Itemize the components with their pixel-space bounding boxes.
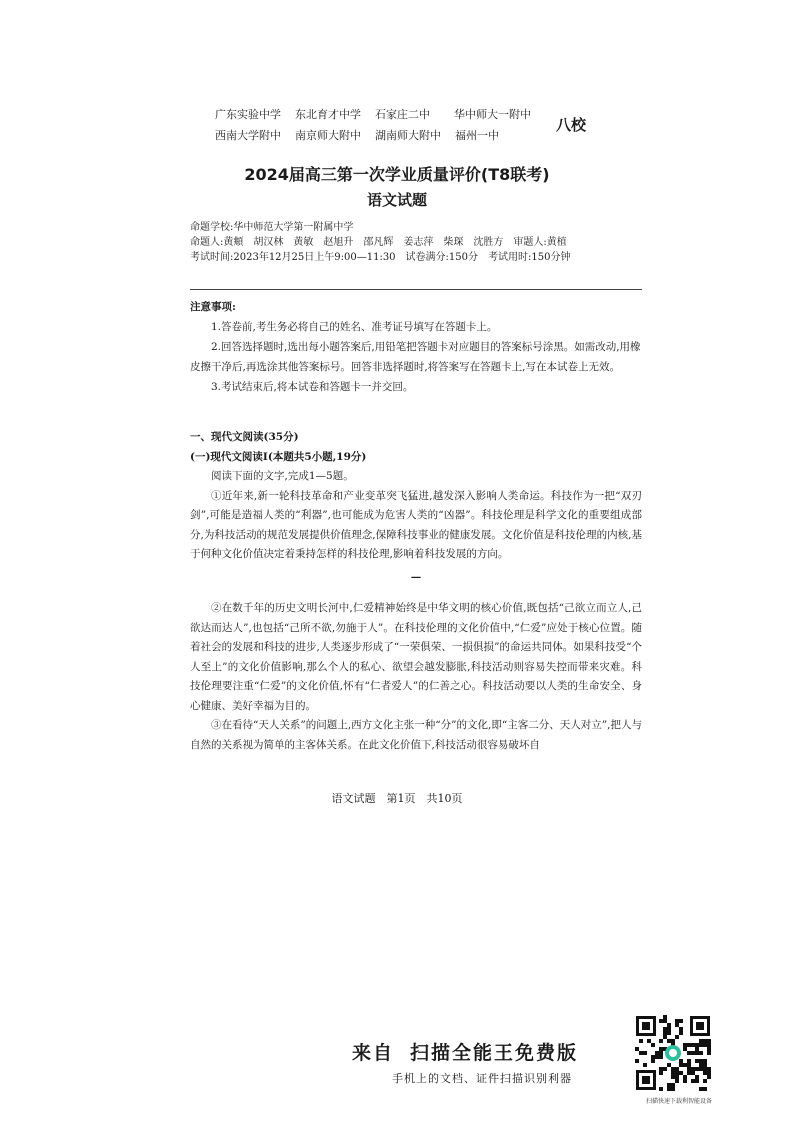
exam-subtitle: 语文试题 [366,191,427,209]
qr-module [679,1071,683,1075]
qr-module [643,1051,647,1055]
section-heading: 一、现代文阅读(35分) [190,431,299,443]
qr-module [687,1067,691,1071]
qr-module [667,1027,671,1031]
qr-module [691,1071,695,1075]
qr-module [655,1051,659,1055]
qr-module [687,1043,691,1047]
qr-module [699,1039,703,1043]
watermark-tagline: 手机上的文档、证件扫描识别利器 [392,1072,572,1085]
qr-module [699,1087,703,1091]
school-name: 华中师大一附中 [454,108,531,121]
qr-module [659,1087,663,1091]
notice-item: 3.考试结束后,将本试卷和答题卡一并交回。 [211,381,414,393]
qr-module [703,1063,707,1067]
qr-module [683,1079,687,1083]
qr-module [647,1039,651,1043]
watermark-app: 扫描全能王免费版 [410,1042,579,1064]
school-name: 湖南师大附中 [375,129,441,142]
qr-module [703,1079,707,1083]
qr-module [675,1023,679,1027]
school-name: 南京师大附中 [295,129,361,142]
qr-module [683,1063,687,1067]
qr-module [707,1047,711,1051]
qr-module [679,1027,683,1031]
qr-module [671,1087,675,1091]
school-name: 广东实验中学 [215,108,281,121]
notice-item: 2.回答选择题时,选出每小题答案后,用铅笔把答题卡对应题目的答案标号涂黑。如需改动,用橡皮擦干净后,再选涂其他答案标号。回答非选择题时,将答案写在答题卡上,写在本试卷上无效。 [190,341,641,373]
qr-module [667,1083,671,1087]
section-subheading: (一)现代文阅读Ⅰ(本题共5小题,19分) [190,450,367,463]
qr-module [691,1079,695,1083]
qr-module [707,1051,711,1055]
school-row-1 [215,104,555,125]
qr-module [707,1043,711,1047]
qr-module [687,1059,691,1063]
paragraph-2: ②在数千年的历史文明长河中,仁爱精神始终是中华文明的核心价值,既包括“己欲立而立人,己欲达而达人”,也包括“己所不欲,勿施于人”。在科技伦理的文化价值中,“仁爱”应处于核心位置。随着社会的发展和科技的进步,人类逐步形成了“一荣俱荣、一损俱损”的命运共同体。如果科技受“个人至上”的文化价值影响,那么个人的私心、欲望会越发膨胀,科技活动则容易失控而带来灾难。科技伦理要注重“仁爱”的文化价值,怀有“仁者爱人”的仁善之心。科技活动要以人类的生命安全、身心健康、美好幸福为目的。 [190,602,642,712]
qr-module [695,1067,699,1071]
qr-module [699,1067,703,1071]
qr-module [707,1039,711,1043]
qr-module [659,1067,663,1071]
qr-module [675,1075,679,1079]
exam-time-line: 考试时间:2023年12月25日上午9:00—11:30 试卷满分:150分 考试用时:150分钟 [190,252,571,263]
qr-module [691,1043,695,1047]
qr-module [675,1071,679,1075]
qr-module [643,1063,647,1067]
qr-module [691,1067,695,1071]
qr-module [651,1043,655,1047]
qr-module [663,1019,667,1023]
school-name: 西南大学附中 [215,129,281,142]
authors-line: 命题人:黄頫 胡汉林 黄敏 赵旭升 邵凡辉 姜志萍 柴琛 沈胜方 审题人:黄植 [190,237,567,248]
qr-module [663,1031,667,1035]
qr-module [679,1031,683,1035]
qr-module [671,1067,675,1071]
qr-module [695,1059,699,1063]
qr-module [675,1079,679,1083]
qr-module [687,1051,691,1055]
scanner-watermark [352,1038,578,1065]
header-divider [190,289,642,290]
qr-module [651,1059,655,1063]
qr-module [703,1071,707,1075]
qr-module [695,1079,699,1083]
school-name: 石家庄二中 [375,108,430,121]
qr-module [671,1083,675,1087]
qr-module [639,1039,643,1043]
qr-module [703,1067,707,1071]
qr-module [655,1055,659,1059]
qr-module [675,1019,679,1023]
qr-module [667,1031,671,1035]
exam-title: 2024届高三第一次学业质量评价(T8联考) [244,165,550,184]
qr-module [703,1087,707,1091]
qr-module [683,1043,687,1047]
school-list [215,104,555,146]
qr-module [707,1067,711,1071]
qr-module [691,1051,695,1055]
qr-module [679,1019,683,1023]
qr-module [659,1051,663,1055]
qr-code-icon[interactable] [632,1012,714,1094]
qr-module [667,1023,671,1027]
qr-module [695,1075,699,1079]
qr-module [695,1043,699,1047]
qr-module [667,1039,671,1043]
qr-module [675,1067,679,1071]
qr-module [663,1067,667,1071]
qr-module [707,1071,711,1075]
qr-module [699,1051,703,1055]
qr-module [695,1047,699,1051]
notice-item: 1.答卷前,考生务必将自己的姓名、准考证号填写在答题卡上。 [211,321,498,333]
qr-module [679,1059,683,1063]
qr-module [699,1063,703,1067]
watermark-from: 来自 [352,1042,395,1064]
notice-heading: 注意事项: [190,301,236,313]
qr-module [679,1063,683,1067]
qr-module [667,1063,671,1067]
part-divider: — [410,570,422,583]
qr-module [675,1035,679,1039]
qr-module [663,1035,667,1039]
qr-module [659,1019,663,1023]
qr-module [683,1047,687,1051]
school-name: 福州一中 [455,129,499,142]
school-row-2 [215,125,555,146]
qr-module [671,1075,675,1079]
qr-module [659,1047,663,1051]
school-name: 东北育才中学 [295,108,361,121]
qr-module [663,1027,667,1031]
qr-module [671,1039,675,1043]
exam-meta [190,220,640,265]
qr-module [707,1075,711,1079]
eight-schools-badge: 八校 [556,116,587,134]
qr-module [671,1071,675,1075]
qr-module [659,1055,663,1059]
qr-module [699,1059,703,1063]
qr-module [651,1055,655,1059]
qr-caption: 扫描快速下载利智能设备 [645,1098,712,1105]
qr-module [703,1059,707,1063]
qr-module [659,1039,663,1043]
reading-section [190,428,642,755]
qr-module [667,1087,671,1091]
proposing-school: 命题学校:华中师范大学第一附属中学 [190,222,354,233]
qr-module [687,1063,691,1067]
qr-module [639,1051,643,1055]
notice-block [190,297,642,397]
qr-module [703,1043,707,1047]
qr-module [703,1039,707,1043]
qr-module [659,1071,663,1075]
qr-module [695,1051,699,1055]
qr-module [687,1071,691,1075]
qr-module [635,1059,639,1063]
paragraph-1: ①近年来,新一轮科技革命和产业变革突飞猛进,越发深入影响人类命运。科技作为一把“双刃剑”,可能是造福人类的“利器”,也可能成为危害人类的“凶器”。科技伦理是科学文化的重要组成部分,为科技活动的规范发展提供价值理念,保障科技事业的健康发展。文化价值是科技伦理的内核,基于何种文化价值决定着秉持怎样的科技伦理,影响着科技发展的方向。 [190,489,642,560]
qr-module [699,1043,703,1047]
qr-module [635,1047,639,1051]
page-footer: 语文试题 第1页 共10页 [331,792,463,805]
qr-module [663,1015,667,1019]
qr-module [683,1075,687,1079]
section-instruction: 阅读下面的文字,完成1—5题。 [211,470,354,482]
paragraph-3: ③在看待“天人关系”的问题上,西方文化主张一种“分”的文化,即“主客二分、天人对立”,把人与自然的关系视为简单的主客体关系。在此文化价值下,科技活动很容易破坏自 [190,719,642,751]
